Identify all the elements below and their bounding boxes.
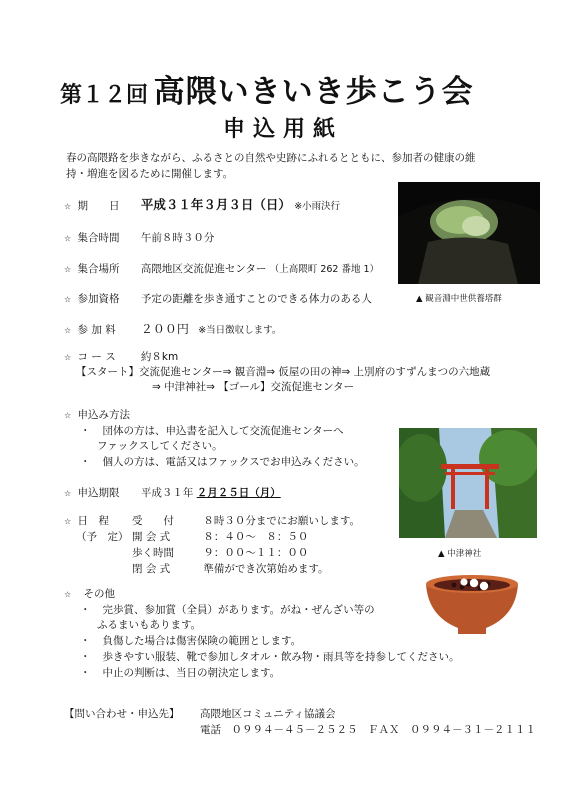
list-item: ・ 中止の判断は、当日の朝決定します。 bbox=[80, 667, 281, 679]
star-bullet-icon: ☆ bbox=[64, 489, 72, 498]
course-line-2: ⇒ 中津神社⇒ 【ゴール】交流促進センター bbox=[152, 381, 355, 393]
course-label: コ ー ス bbox=[77, 351, 116, 363]
intro-text: 春の高隈路を歩きながら、ふるさとの自然や史跡にふれるとともに、参加者の健康の維持・増進を図るために開催します。 bbox=[66, 152, 476, 180]
meeting-place-label: 集合場所 bbox=[77, 263, 120, 275]
course-row bbox=[64, 351, 178, 364]
schedule-label: ☆ 日 程 bbox=[64, 515, 110, 527]
star-bullet-icon: ☆ bbox=[64, 590, 72, 599]
meeting-place-row bbox=[64, 263, 379, 276]
list-item: ・ 負傷した場合は傷害保険の範囲とします。 bbox=[80, 635, 302, 647]
application-method-row bbox=[64, 409, 130, 422]
deadline-value: ２月２５日（月） bbox=[196, 487, 281, 499]
course-distance: 約８km bbox=[140, 351, 179, 363]
contact-label: 【問い合わせ・申込先】 bbox=[64, 708, 180, 720]
star-bullet-icon: ☆ bbox=[64, 295, 72, 304]
schedule-row: 受 付 ８時３０分までにお願いします。 bbox=[132, 515, 361, 527]
fee-note: ※当日徴収します。 bbox=[198, 325, 282, 336]
meeting-place-value: 高隈地区交流促進センター bbox=[140, 263, 267, 275]
page-title bbox=[60, 66, 474, 111]
title-main: 高隈いきいき歩こう会 bbox=[153, 74, 474, 110]
star-bullet-icon: ☆ bbox=[64, 411, 72, 420]
schedule-sublabel: （予 定） bbox=[76, 531, 129, 543]
fee-row bbox=[64, 323, 281, 337]
fee-value: ２００円 bbox=[140, 322, 189, 336]
list-item: ファックスしてください。 bbox=[97, 440, 223, 452]
schedule-row: 歩く時間 ９：００～１１：００ bbox=[132, 547, 309, 559]
deadline-prefix: 平成３１年 bbox=[140, 487, 194, 499]
eligibility-value: 予定の距離を歩き通すことのできる体力のある人 bbox=[140, 293, 372, 305]
eligibility-label: 参加資格 bbox=[77, 293, 120, 305]
meeting-place-address: （上高隈町 262 番地 1） bbox=[269, 264, 380, 275]
meeting-time-row bbox=[64, 232, 214, 245]
date-row bbox=[64, 198, 340, 213]
list-item: ふるまいもあります。 bbox=[97, 619, 202, 631]
star-bullet-icon: ☆ bbox=[64, 202, 72, 211]
list-item: ・ 歩きやすい服装、靴で参加しタオル・飲み物・雨具等を持参してください。 bbox=[80, 651, 460, 663]
list-item: ・ 団体の方は、申込書を記入して交流促進センターへ bbox=[80, 425, 344, 437]
meeting-time-value: 午前８時３０分 bbox=[140, 232, 215, 244]
shrine-caption: ▲ 中津神社 bbox=[438, 549, 482, 559]
schedule-row: 開 会 式 ８：４０～ ８：５０ bbox=[132, 531, 309, 543]
list-item: ・ 完歩賞、参加賞（全員）があります。がね・ぜんざい等の bbox=[80, 604, 375, 616]
cave-photo bbox=[398, 182, 540, 284]
schedule-row: 閉 会 式 準備ができ次第始めます。 bbox=[132, 563, 329, 575]
meeting-time-label: 集合時間 bbox=[77, 232, 120, 244]
page-subtitle: 申込用紙 bbox=[222, 117, 343, 142]
contact-org: 高隈地区コミュニティ協議会 bbox=[200, 708, 336, 720]
cave-caption: ▲ 観音淵中世供養塔群 bbox=[416, 294, 502, 304]
other-label-row: ☆ その他 bbox=[64, 588, 116, 600]
deadline-row bbox=[64, 487, 281, 500]
zenzai-bowl-illustration bbox=[424, 572, 520, 636]
title-prefix: 第１２回 bbox=[60, 83, 149, 108]
fee-label: 参 加 料 bbox=[77, 324, 116, 336]
star-bullet-icon: ☆ bbox=[64, 265, 72, 274]
date-note: ※小雨決行 bbox=[294, 201, 341, 212]
course-line-1: 【スタート】交流促進センター⇒ 観音淵⇒ 仮屋の田の神⇒ 上別府のすずんまつの六地蔵 bbox=[76, 366, 491, 378]
eligibility-row bbox=[64, 293, 372, 306]
star-bullet-icon: ☆ bbox=[64, 234, 72, 243]
date-value: 平成３１年３月３日（日） bbox=[140, 197, 291, 212]
shrine-photo bbox=[399, 428, 537, 538]
list-item: ・ 個人の方は、電話又はファックスでお申込みください。 bbox=[80, 456, 365, 468]
star-bullet-icon: ☆ bbox=[64, 353, 72, 362]
deadline-label: 申込期限 bbox=[77, 487, 120, 499]
star-bullet-icon: ☆ bbox=[64, 517, 72, 526]
star-bullet-icon: ☆ bbox=[64, 326, 72, 335]
contact-phone: 電話 ０９９４－４５－２５２５ ＦＡＸ ０９９４－３１－２１１１ bbox=[200, 724, 536, 736]
application-method-label: 申込み方法 bbox=[77, 409, 131, 421]
date-label: 期 日 bbox=[77, 200, 120, 212]
